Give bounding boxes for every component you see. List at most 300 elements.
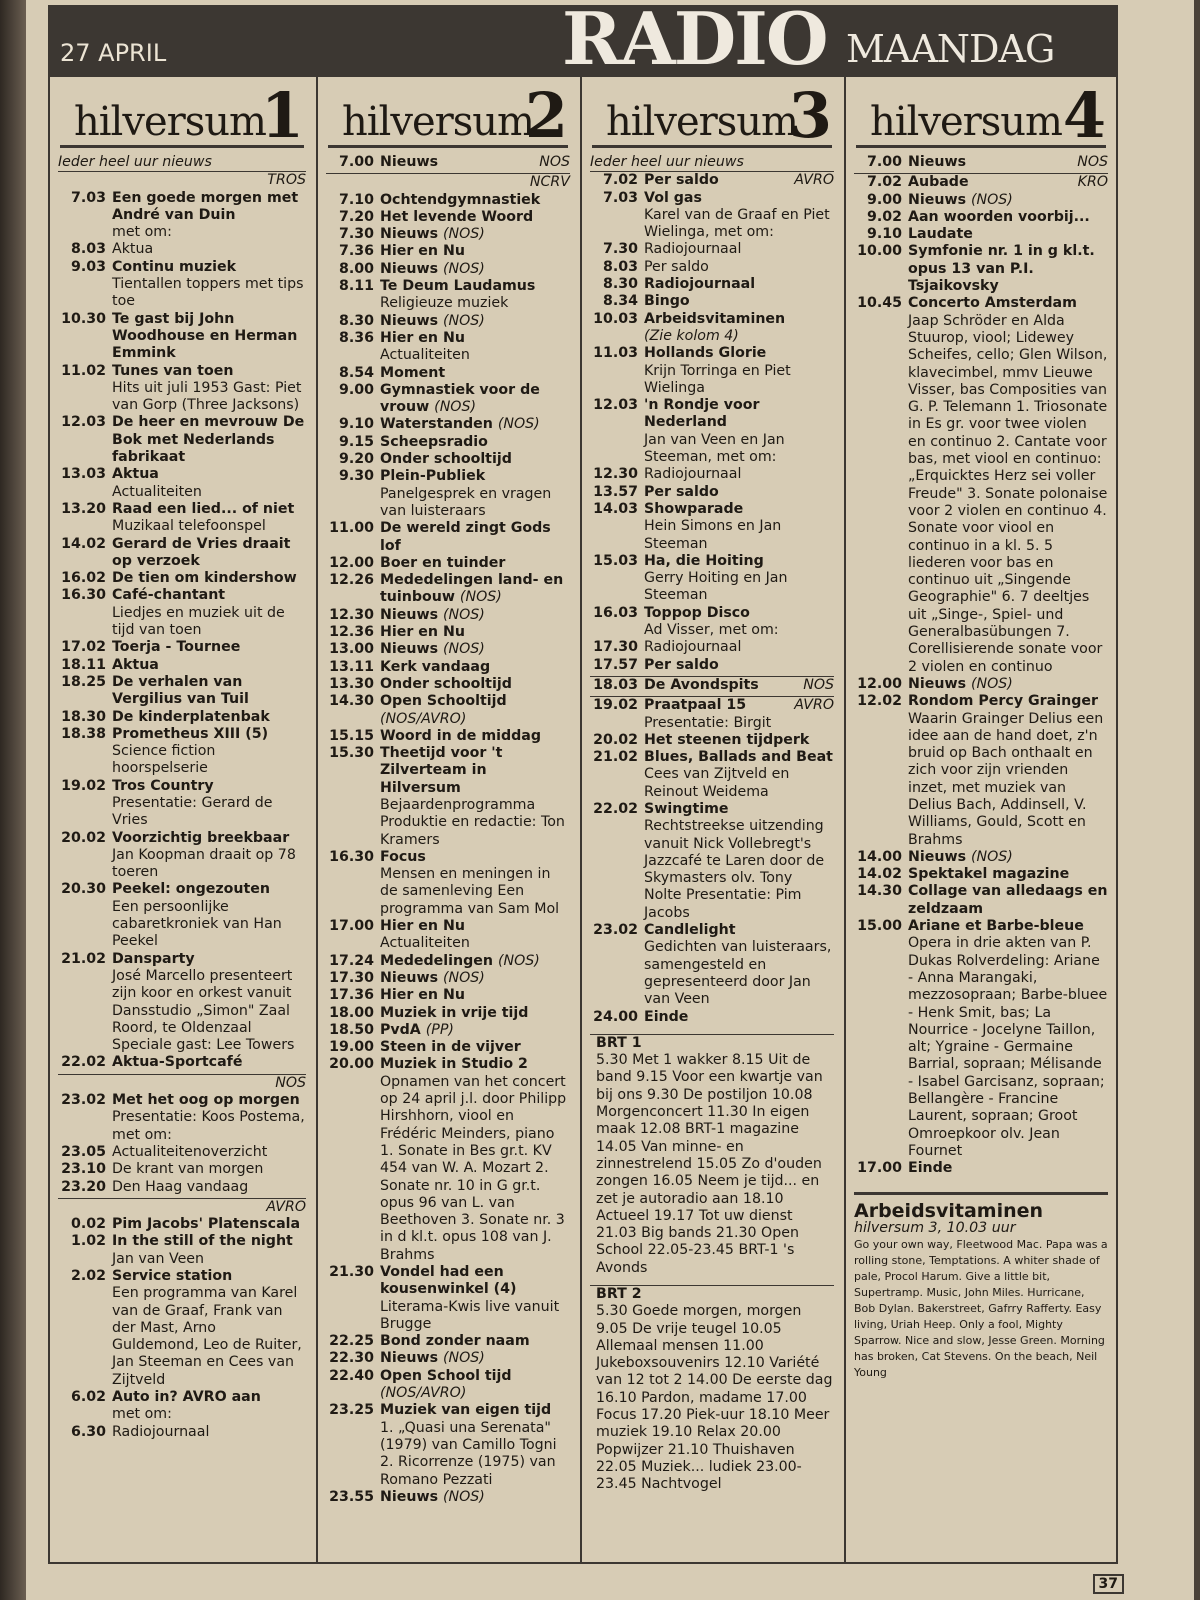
program-title: In the still of the night [112, 1233, 293, 1250]
program-description: Jaap Schröder en Alda Stuurop, viool; Lidewey Scheifes, cello; Glen Wilson, klavecimbel, mmv Lieuwe Visser, bas Composities van G. P. Telemann 1. Triosonate in Es gr. voor twee violen en continuo 2. Cantate voor bas, met viool en continuo: „Erquicktes Herz sei voller Freude" 3. Sonate polonaise voor 2 violen en continuo 4. Sonate voor viool en continuo in a kl. 5. 5 liederen voor bas en continuo uit „Singende Geographie" 6. 7 deeltjes uit „Singe-, Spiel- und Generalbasübungen 7. Corellisierende sonate voor 2 violen en continuo [908, 312, 1108, 675]
program-time: 9.10 [866, 226, 902, 243]
program-item [326, 953, 570, 970]
program-title-line [644, 293, 834, 310]
broadcaster-label: TROS [267, 172, 306, 189]
arbeidsvitaminen-list: Go your own way, Fleetwood Mac. Papa was a rolling stone, Temptations. A whiter shade of pale, Procol Harum. Give a little bit, Supertramp. Music, John Miles. Hurricane, Bob Dylan. Bakerstreet, Gafrry Rafferty. Easy living, Uriah Heep. Only a fool, Mighty Sparrow. Nice and slow, Jesse Green. Morning has broken, Cat Stevens. On the beach, Neil Young [854, 1238, 1108, 1380]
program-title: Nieuws [908, 191, 967, 208]
program-time: 16.02 [61, 570, 106, 587]
brt-heading: BRT 1 [596, 1034, 642, 1051]
program-title: Muziek in vrije tijd [380, 1004, 529, 1021]
program-content [644, 922, 834, 1008]
program-title-line [112, 674, 306, 709]
program-title-line [380, 728, 570, 745]
program-title-line [380, 987, 570, 1004]
news-note: Ieder heel uur nieuws [58, 154, 306, 172]
program-title: Radiojournaal [644, 466, 742, 483]
program-item [326, 416, 570, 433]
program-description: Presentatie: Birgit [644, 714, 772, 731]
program-content [380, 659, 570, 676]
program-item [854, 243, 1108, 295]
program-title-line [112, 830, 306, 847]
program-item [58, 536, 306, 571]
program-item [58, 639, 306, 656]
program-time: 11.02 [61, 362, 106, 379]
program-time: 21.02 [61, 950, 106, 967]
station-number: 4 [1062, 79, 1106, 152]
program-time: 17.02 [61, 639, 106, 656]
program-description: 1. „Quasi una Serenata" (1979) van Camillo Togni 2. Ricorrenze (1975) van Romano Pezzati [380, 1419, 557, 1488]
program-title: Vol gas [644, 189, 702, 206]
program-content [112, 674, 306, 709]
program-title: Ha, die Hoiting [644, 552, 764, 569]
program-title: De krant van morgen [112, 1161, 264, 1178]
program-description: Presentatie: Koos Postema, met om: [112, 1109, 305, 1143]
program-title: Nieuws [380, 1350, 439, 1367]
program-time: 9.20 [338, 451, 374, 468]
page-binding [0, 0, 26, 1600]
program-title: Te Deum Laudamus [380, 278, 536, 295]
program-title: Nieuws [380, 641, 439, 658]
program-content [644, 397, 834, 466]
program-item [326, 468, 570, 520]
program-title-line [112, 1233, 306, 1250]
program-title-line [380, 641, 570, 658]
program-item [326, 987, 570, 1004]
column-header [60, 77, 304, 152]
program-title: Einde [644, 1008, 689, 1025]
program-item [326, 209, 570, 226]
program-title-line [644, 922, 834, 939]
program-title-line [908, 295, 1108, 312]
program-title-line [112, 881, 306, 898]
program-time: 14.00 [857, 848, 902, 865]
program-title: Gymnastiek voor de vrouw [380, 381, 540, 416]
program-time: 8.11 [338, 278, 374, 295]
program-title: Laudate [908, 226, 973, 243]
program-title-line [380, 1022, 570, 1039]
program-title-line [112, 1424, 306, 1441]
program-description: Actualiteiten [112, 483, 202, 500]
program-time: 12.30 [329, 606, 374, 623]
program-description: Panelgesprek en vragen van luisteraars [380, 485, 552, 519]
program-title-line [380, 192, 570, 209]
program-item [58, 1424, 306, 1441]
program-title-line [380, 555, 570, 572]
program-item [326, 192, 570, 209]
program-title: Per saldo [644, 258, 709, 275]
program-item [590, 484, 834, 501]
program-item [326, 434, 570, 451]
program-title-line [644, 311, 834, 328]
program-title-line [644, 501, 834, 518]
program-time: 16.30 [61, 587, 106, 604]
program-broadcaster-note: (NOS/AVRO) [380, 1385, 467, 1402]
program-item [590, 293, 834, 310]
program-title-line [908, 226, 1108, 243]
program-time: 8.36 [338, 329, 374, 346]
program-title: De kinderplatenbak [112, 708, 270, 725]
program-title: Symfonie nr. 1 in g kl.t. opus 13 van P.I. Tsjaikovsky [908, 243, 1095, 295]
program-title-line [908, 866, 1108, 883]
program-title: Radiojournaal [112, 1423, 210, 1440]
program-title: Te gast bij John Woodhouse en Herman Emmink [112, 310, 298, 362]
program-title: Moment [380, 364, 446, 381]
program-content [380, 1402, 570, 1488]
program-title-line [908, 243, 1108, 295]
program-time: 9.00 [338, 381, 374, 398]
program-title: De verhalen van Vergilius van Tuil [112, 673, 249, 708]
program-time: 12.30 [593, 466, 638, 483]
program-title-line [908, 192, 1108, 209]
program-title: Actualiteitenoverzicht [112, 1143, 268, 1160]
program-title: Kerk vandaag [380, 658, 491, 675]
program-title: Het steenen tijdperk [644, 731, 810, 748]
station-number: 1 [260, 79, 304, 152]
program-title: De wereld zingt Gods lof [380, 520, 551, 554]
program-title-line [112, 363, 306, 380]
program-title: Scheepsradio [380, 433, 488, 450]
program-content [380, 192, 570, 209]
program-item [58, 190, 306, 242]
program-time: 8.30 [338, 312, 374, 329]
program-item [58, 709, 306, 726]
program-title-line [908, 1160, 1108, 1177]
program-content [380, 728, 570, 745]
program-item [590, 676, 834, 694]
program-content [112, 830, 306, 882]
program-item [590, 276, 834, 293]
program-time: 10.30 [61, 310, 106, 327]
column-hilversum-1 [50, 77, 314, 1564]
program-broadcaster-note: (NOS) [442, 226, 485, 243]
program-title: Continu muziek [112, 258, 237, 275]
program-title: Einde [908, 1160, 953, 1177]
program-time: 10.00 [857, 243, 902, 260]
program-title: Aan woorden voorbij... [908, 208, 1090, 225]
program-content [380, 1489, 570, 1506]
column-header [856, 77, 1106, 152]
program-title: Aktua [112, 466, 159, 483]
program-title-line [380, 676, 570, 693]
program-title: Rondom Percy Grainger [908, 693, 1098, 710]
program-content [380, 953, 570, 970]
program-content [112, 414, 306, 466]
program-content [380, 970, 570, 987]
program-item [590, 639, 834, 656]
program-title: De heer en mevrouw De Bok met Nederlands fabrikaat [112, 414, 305, 466]
program-title: Vondel had een kousenwinkel (4) [380, 1264, 517, 1298]
program-item [590, 732, 834, 749]
brt-block [590, 1285, 834, 1494]
program-title: Praatpaal 15 [644, 697, 747, 714]
program-title: Blues, Ballads and Beat [644, 749, 833, 766]
program-broadcaster-note: (NOS) [970, 848, 1013, 865]
arbeidsvitaminen-title: Arbeidsvitaminen [854, 1199, 1044, 1222]
program-time: 7.02 [602, 172, 638, 189]
program-broadcaster-note: (NOS) [970, 191, 1013, 208]
program-title: Prometheus XIII (5) [112, 725, 269, 742]
program-description: Waarin Grainger Delius een idee aan de hand doet, z'n bruid op Bach onthaalt en zich voor zijn vrienden inzet, met muziek van Delius Bach, Addinsell, V. Williams, Gould, Scott en Brahms [908, 710, 1104, 848]
program-title-line [380, 468, 570, 485]
program-title: Dansparty [112, 950, 195, 967]
program-title: De Avondspits [644, 676, 759, 693]
program-item [58, 951, 306, 1055]
program-time: 23.10 [61, 1161, 106, 1178]
program-content [112, 570, 306, 587]
program-time: 24.00 [593, 1008, 638, 1025]
program-time: 13.57 [593, 483, 638, 500]
program-content [908, 295, 1108, 676]
station-number: 3 [788, 79, 832, 152]
program-title-line [112, 501, 306, 518]
header-title: RADIO [562, 0, 827, 81]
program-item [58, 657, 306, 674]
program-content [380, 1022, 570, 1039]
program-content [112, 466, 306, 501]
program-title: Auto in? AVRO aan [112, 1389, 261, 1406]
program-content [112, 311, 306, 363]
program-content [112, 1179, 306, 1196]
program-broadcaster-note: (NOS/AVRO) [380, 710, 467, 727]
program-content [112, 639, 306, 656]
program-content [112, 709, 306, 726]
program-item [326, 226, 570, 243]
program-description: Hits uit juli 1953 Gast: Piet van Gorp (Three Jacksons) [112, 379, 302, 414]
program-time: 7.10 [338, 191, 374, 208]
program-title-line [380, 365, 570, 382]
program-title: Radiojournaal [644, 639, 742, 656]
program-item [58, 1268, 306, 1389]
program-title-line [380, 1350, 570, 1367]
program-item [326, 728, 570, 745]
program-content [908, 866, 1108, 883]
program-description: Een programma van Karel van de Graaf, Frank van der Mast, Arno Guldemond, Leo de Ruiter, Jan Steeman en Cees van Zijtveld [112, 1285, 302, 1388]
program-item [326, 1402, 570, 1488]
program-content [380, 154, 570, 171]
program-title: Raad een lied... of niet [112, 500, 295, 517]
program-time: 8.00 [338, 260, 374, 277]
program-description: Gerry Hoiting en Jan Steeman [644, 570, 788, 604]
program-item [326, 1022, 570, 1039]
program-time: 23.25 [329, 1402, 374, 1419]
column-hilversum-2 [316, 77, 578, 1564]
program-time: 12.00 [857, 675, 902, 692]
program-content [112, 881, 306, 950]
program-time: 23.05 [61, 1143, 106, 1160]
program-title-line [112, 190, 306, 225]
program-time: 18.50 [329, 1021, 374, 1038]
program-title-line [644, 605, 834, 622]
program-content [112, 1233, 306, 1268]
program-time: 19.02 [593, 697, 638, 714]
program-content [908, 849, 1108, 866]
program-description: Science fiction hoorspelserie [112, 743, 216, 777]
program-item [326, 382, 570, 417]
program-item [326, 1333, 570, 1350]
program-time: 18.38 [61, 725, 106, 742]
program-content [380, 451, 570, 468]
program-title: Nieuws [908, 154, 967, 170]
program-title: Nieuws [380, 606, 439, 623]
program-title: Onder schooltijd [380, 675, 512, 692]
broadcaster-label: NOS [539, 154, 570, 170]
program-item [854, 1160, 1108, 1177]
program-title-line [380, 313, 570, 330]
program-item [590, 501, 834, 553]
program-title-line [112, 311, 306, 363]
program-time: 20.00 [329, 1056, 374, 1073]
program-title-line [112, 1179, 306, 1196]
program-time: 23.02 [593, 922, 638, 939]
program-item [58, 1233, 306, 1268]
program-item [854, 173, 1108, 191]
program-content [112, 501, 306, 536]
broadcaster-label: AVRO [58, 1198, 306, 1216]
program-title: Hier en Nu [380, 329, 465, 346]
brt-schedule: 5.30 Met 1 wakker 8.15 Uit de band 9.15 Voor een kwartje van bij ons 9.30 De postiljon 10.08 Morgenconcert 11.30 In eigen maak 12.08 BRT-1 magazine 14.05 Van minne- en zinnestrelend 15.05 Zo d'ouden zongen 16.05 Neem je tijd... en zet je autoradio aan 18.10 Actueel 19.17 Tot uw dienst 21.03 Big bands 21.30 Open School 22.05-23.45 BRT-1 's Avonds [596, 1052, 823, 1276]
program-item [326, 572, 570, 607]
program-title-line [380, 918, 570, 935]
program-item [590, 190, 834, 242]
program-title-line [644, 801, 834, 818]
program-item [58, 1144, 306, 1161]
news-note: Ieder heel uur nieuws [590, 154, 834, 172]
program-title-line [908, 883, 1108, 918]
program-title: Aktua [112, 241, 154, 258]
program-content [644, 1009, 834, 1026]
program-time: 15.15 [329, 727, 374, 744]
program-item [590, 553, 834, 605]
program-item [590, 696, 834, 732]
program-title-line [380, 1368, 570, 1403]
program-item [326, 607, 570, 624]
program-content [908, 174, 1108, 191]
program-item [854, 849, 1108, 866]
program-time: 18.30 [61, 708, 106, 725]
program-title: Hier en Nu [380, 624, 465, 641]
program-title-line [644, 190, 834, 207]
program-content [112, 657, 306, 674]
program-time: 18.11 [61, 656, 106, 673]
program-content [380, 607, 570, 624]
program-description: (Zie kolom 4) [644, 327, 739, 344]
program-description: Actualiteiten [380, 935, 470, 952]
program-item [326, 693, 570, 728]
program-title: Per saldo [644, 483, 719, 500]
program-item [854, 693, 1108, 849]
program-title-line [380, 243, 570, 260]
program-time: 17.00 [857, 1160, 902, 1177]
program-content [644, 732, 834, 749]
program-item [326, 1039, 570, 1056]
program-title: Nieuws [380, 226, 439, 243]
program-item [326, 1056, 570, 1264]
program-content [908, 209, 1108, 226]
program-content [908, 243, 1108, 295]
program-title: Toppop Disco [644, 604, 750, 621]
program-title-line [112, 1054, 306, 1071]
program-title-line [644, 484, 834, 501]
program-item [590, 345, 834, 397]
program-title: Showparade [644, 500, 744, 517]
program-content [644, 639, 834, 656]
column-hilversum-3 [580, 77, 842, 1564]
program-description: Krijn Torringa en Piet Wielinga [644, 362, 791, 396]
program-time: 17.30 [329, 969, 374, 986]
program-item [326, 659, 570, 676]
program-title-line [112, 1216, 306, 1233]
header-date: 27 APRIL [60, 39, 167, 67]
program-broadcaster-note: (NOS) [970, 675, 1013, 692]
broadcaster-label: NOS [58, 1074, 306, 1092]
program-time: 6.30 [70, 1423, 106, 1440]
program-item [854, 226, 1108, 243]
program-title-line [112, 536, 306, 571]
program-item [58, 726, 306, 778]
program-title: Tunes van toen [112, 362, 234, 379]
station-name: hilversum [342, 99, 534, 145]
program-content [112, 1054, 306, 1071]
program-time: 17.57 [593, 656, 638, 673]
program-time: 8.34 [602, 293, 638, 310]
program-title-line [908, 154, 1108, 171]
program-item [326, 330, 570, 365]
program-content [112, 726, 306, 778]
program-content [380, 468, 570, 520]
program-title-line [380, 624, 570, 641]
program-time: 13.11 [329, 658, 374, 675]
program-item [58, 414, 306, 466]
program-description: Jan van Veen en Jan Steeman, met om: [644, 431, 785, 466]
program-description: Cees van Zijtveld en Reinout Weidema [644, 766, 790, 800]
schedule-list [50, 154, 314, 1441]
program-title-line [380, 1333, 570, 1350]
page-header [48, 0, 1118, 81]
program-time: 20.30 [61, 881, 106, 898]
program-item [854, 209, 1108, 226]
program-title-line [380, 451, 570, 468]
program-time: 16.03 [593, 604, 638, 621]
program-time: 7.00 [338, 154, 374, 170]
program-title: Hollands Glorie [644, 345, 767, 362]
program-item [58, 1179, 306, 1196]
program-title-line [644, 749, 834, 766]
program-title: Bond zonder naam [380, 1333, 530, 1350]
program-title-line [380, 659, 570, 676]
program-content [380, 520, 570, 555]
program-time: 22.02 [61, 1054, 106, 1071]
program-time: 9.10 [338, 416, 374, 433]
program-title-line [380, 226, 570, 243]
program-description: Opnamen van het concert op 24 april j.l. door Philipp Hirshhorn, viool en Frédéric Meinders, piano 1. Sonate in Bes gr.t. KV 454 van W. A. Mozart 2. Sonate nr. 10 in G gr.t. opus 96 van L. van Beethoven 3. Sonate nr. 3 in d kl.t. opus 108 van J. Brahms [380, 1073, 567, 1263]
program-title: Nieuws [380, 1488, 439, 1505]
program-content [644, 172, 834, 189]
program-content [112, 951, 306, 1055]
program-title-line [644, 259, 834, 276]
program-time: 13.20 [61, 500, 106, 517]
program-title-line [112, 778, 306, 795]
program-broadcaster-note: (NOS) [442, 606, 485, 623]
program-title: Waterstanden [380, 416, 493, 433]
program-title: Nieuws [380, 154, 439, 170]
program-description: Opera in drie akten van P. Dukas Rolverdeling: Ariane - Anna Marangaki, mezzosopraan; Barbe-bluee - Henk Smit, bas; La Nourrice - Jocelyne Taillon, alt; Ygraine - Germaine Barrial, sopraan; Mélisande - Isabel Garcisanz, sopraan; Bellangère - Francine Laurent, sopraan; Groot Omroepkoor olv. Jean Fournet [908, 935, 1108, 1159]
program-time: 19.00 [329, 1039, 374, 1056]
program-time: 9.15 [338, 433, 374, 450]
program-title: PvdA [380, 1021, 421, 1038]
program-content [380, 382, 570, 417]
program-time: 12.26 [329, 572, 374, 589]
program-description: Religieuze muziek [380, 295, 509, 312]
